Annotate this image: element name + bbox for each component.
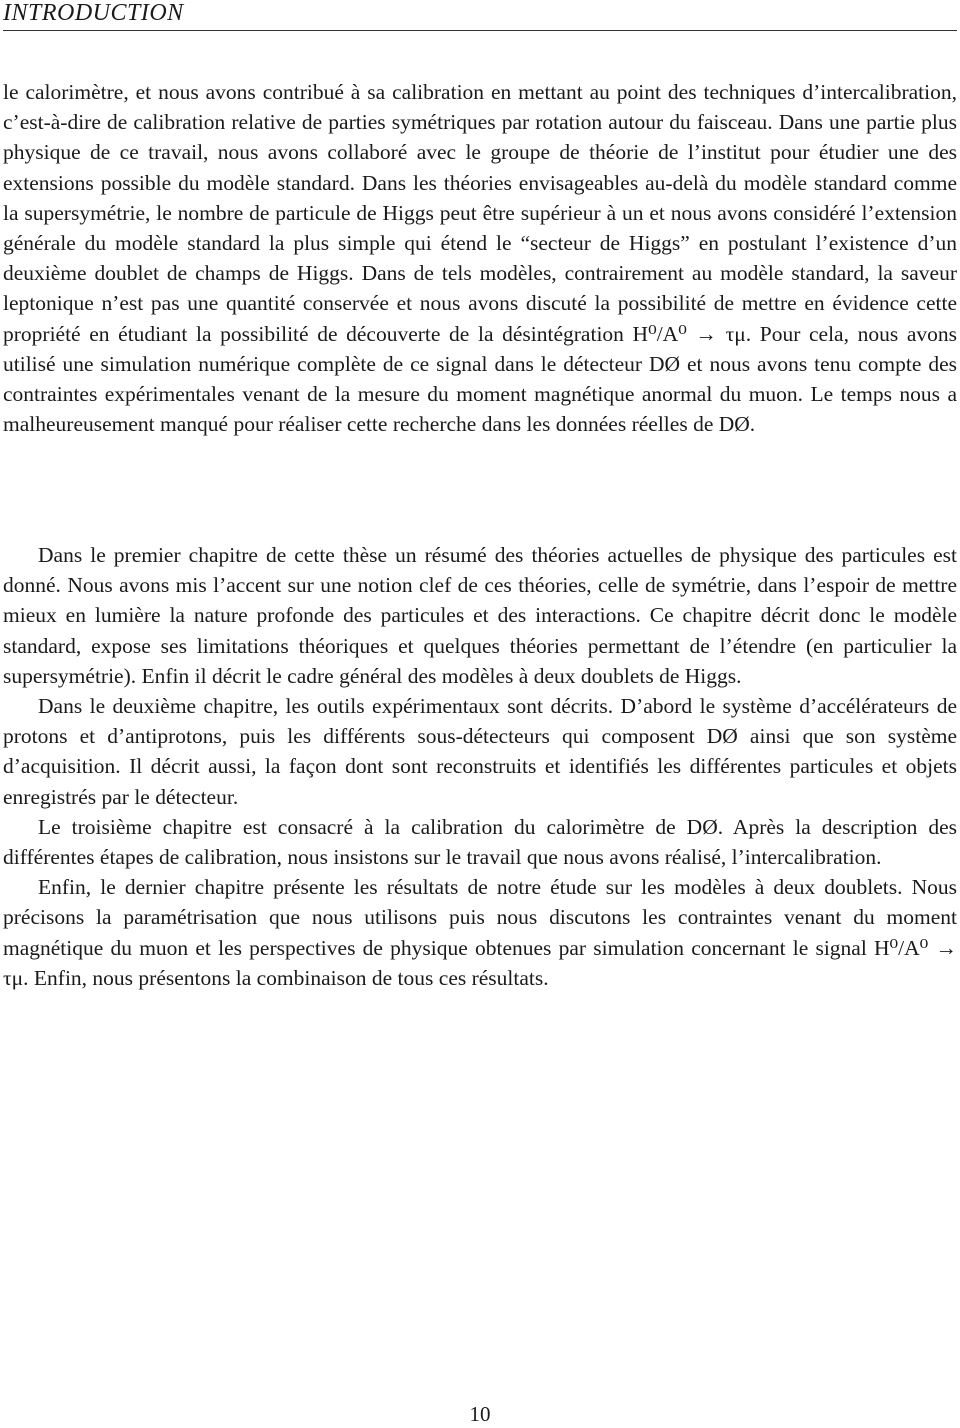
- running-title: INTRODUCTION: [3, 0, 184, 26]
- page-number: 10: [469, 1402, 491, 1426]
- paragraph-2: Dans le premier chapitre de cette thèse un résumé des théories actuelles de physique des particules est donné. Nous avons mis l’accent sur une notion clef de ces théories, celle de symétrie, dans l’espoir de mettre mieux en lumière la nature profonde des particules et des interactions. Ce chapitre décrit donc le modèle standard, expose ses limitations théoriques et quelques théories permettant de l’étendre (en particulier la supersymétrie). Enfin il décrit le cadre général des modèles à deux doublets de Higgs.: [3, 543, 957, 688]
- header-rule: [3, 30, 957, 31]
- paragraph-3: Dans le deuxième chapitre, les outils expérimentaux sont décrits. D’abord le système d’accélérateurs de protons et d’antiprotons, puis les différents sous-détecteurs qui composent DØ ainsi que son système d’acquisition. Il décrit aussi, la façon dont sont reconstruits et identifiés les différentes particules et objets enregistrés par le détecteur.: [3, 694, 957, 809]
- paragraph-4: Le troisième chapitre est consacré à la calibration du calorimètre de DØ. Après la description des différentes étapes de calibration, nous insistons sur le travail que nous avons réalisé, l’intercalibration.: [3, 814, 957, 870]
- body-text-block-2: [3, 540, 957, 993]
- paragraph-1: le calorimètre, et nous avons contribué à sa calibration en mettant au point des techniques d’intercalibration, c’est-à-dire de calibration relative de parties symétriques par rotation autour du faisceau. Dans une partie plus physique de ce travail, nous avons collaboré avec le groupe de théorie de l’institut pour étudier une des extensions possible du modèle standard. Dans les théories envisageables au-delà du modèle standard comme la supersymétrie, le nombre de particule de Higgs peut être supérieur à un et nous avons considéré l’extension générale du modèle standard la plus simple qui étend le “secteur de Higgs” en postulant l’existence d’un deuxième doublet de champs de Higgs. Dans de tels modèles, contrairement au modèle standard, la saveur leptonique n’est pas une quantité conservée et nous avons discuté la possibilité de mettre en évidence cette propriété en étudiant la possibilité de découverte de la désintégration H⁰/A⁰ → τμ. Pour cela, nous avons utilisé une simulation numérique complète de ce signal dans le détecteur DØ et nous avons tenu compte des contraintes expérimentales venant de la mesure du moment magnétique anormal du muon. Le temps nous a malheureusement manqué pour réaliser cette recherche dans les données réelles de DØ.: [3, 80, 957, 437]
- paragraph-5: Enfin, le dernier chapitre présente les résultats de notre étude sur les modèles à deux doublets. Nous précisons la paramétrisation que nous utilisons puis nous discutons les contraintes venant du moment magnétique du muon et les perspectives de physique obtenues par simulation concernant le signal H⁰/A⁰ → τμ. Enfin, nous présentons la combinaison de tous ces résultats.: [3, 875, 957, 990]
- body-text-block-1: [3, 77, 957, 439]
